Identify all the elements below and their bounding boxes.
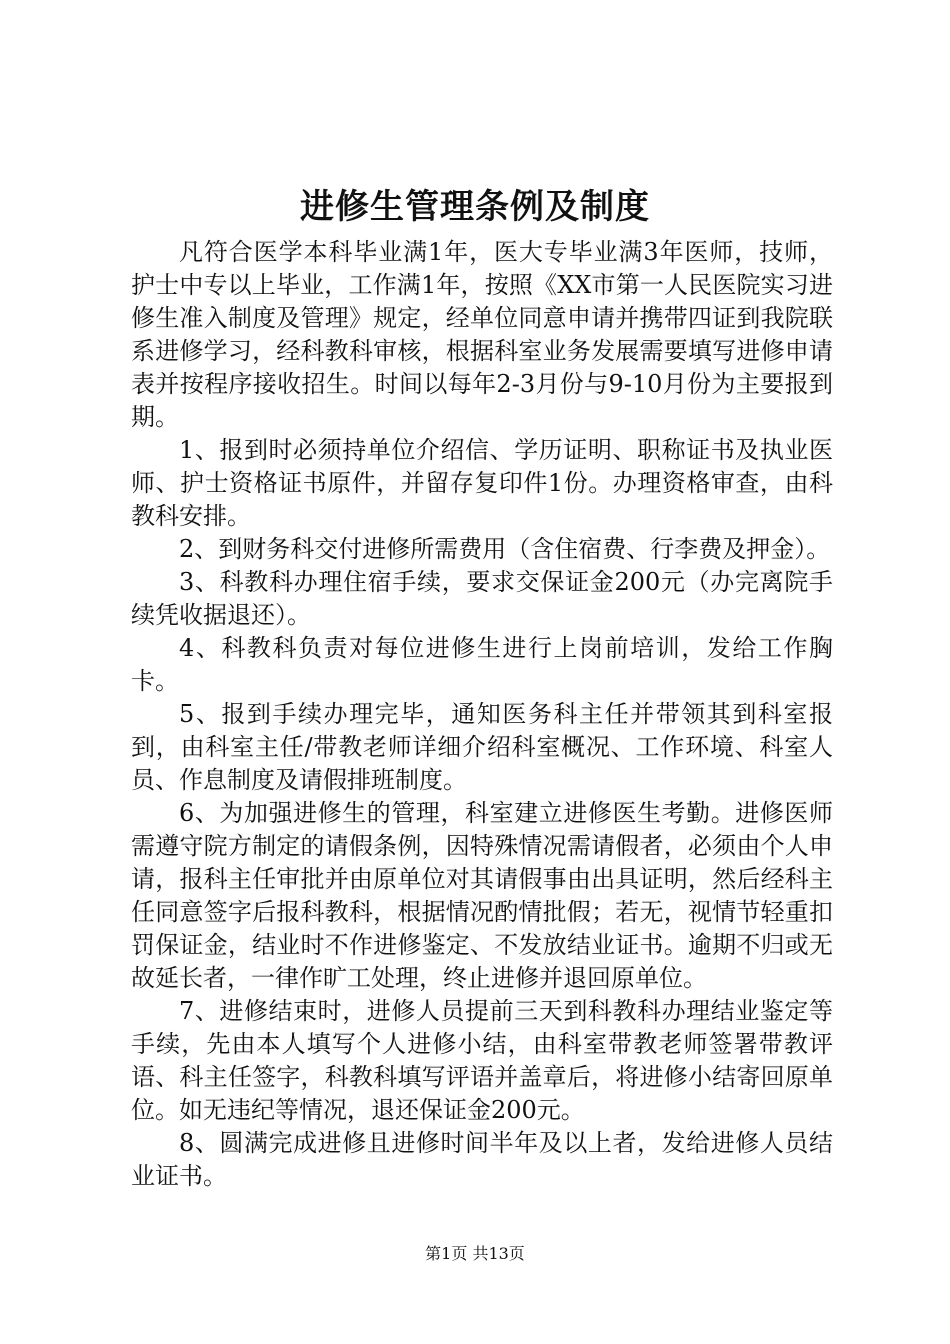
rule-paragraph-6: 6、为加强进修生的管理，科室建立进修医生考勤。进修医师需遵守院方制定的请假条例，因特殊情况需请假者，必须由个人申请，报科主任审批并由原单位对其请假事由出具证明，然后经科主任同意签字后报科教科，根据情况酌情批假；若无，视情节轻重扣罚保证金，结业时不作进修鉴定、不发放结业证书。逾期不归或无故延长者，一律作旷工处理，终止进修并退回原单位。 [131,799,833,992]
rule-paragraph-8: 8、圆满完成进修且进修时间半年及以上者，发给进修人员结业证书。 [131,1129,833,1190]
rule-paragraph-5: 5、报到手续办理完毕，通知医务科主任并带领其到科室报到，由科室主任/带教老师详细介绍科室概况、工作环境、科室人员、作息制度及请假排班制度。 [131,700,833,794]
document-body [131,236,833,1193]
rule-paragraph-1: 1、报到时必须持单位介绍信、学历证明、职称证书及执业医师、护士资格证书原件，并留存复印件1份。办理资格审查，由科教科安排。 [131,436,833,530]
rule-paragraph-7: 7、进修结束时，进修人员提前三天到科教科办理结业鉴定等手续，先由本人填写个人进修小结，由科室带教老师签署带教评语、科主任签字，科教科填写评语并盖章后，将进修小结寄回原单位。如无违纪等情况，退还保证金200元。 [131,997,833,1124]
rule-paragraph-4: 4、科教科负责对每位进修生进行上岗前培训，发给工作胸卡。 [131,634,833,695]
intro-paragraph: 凡符合医学本科毕业满1年，医大专毕业满3年医师，技师，护士中专以上毕业，工作满1年，按照《XX市第一人民医院实习进修生准入制度及管理》规定，经单位同意申请并携带四证到我院联系进修学习，经科教科审核，根据科室业务发展需要填写进修申请表并按程序接收招生。时间以每年2-3月份与9-10月份为主要报到期。 [131,238,833,431]
page-title: 进修生管理条例及制度 [300,187,650,227]
rule-paragraph-2: 2、到财务科交付进修所需费用（含住宿费、行李费及押金）。 [179,535,831,563]
page-footer: 第1页 共13页 [425,1244,525,1263]
rule-paragraph-3: 3、科教科办理住宿手续，要求交保证金200元（办完离院手续凭收据退还）。 [131,568,833,629]
